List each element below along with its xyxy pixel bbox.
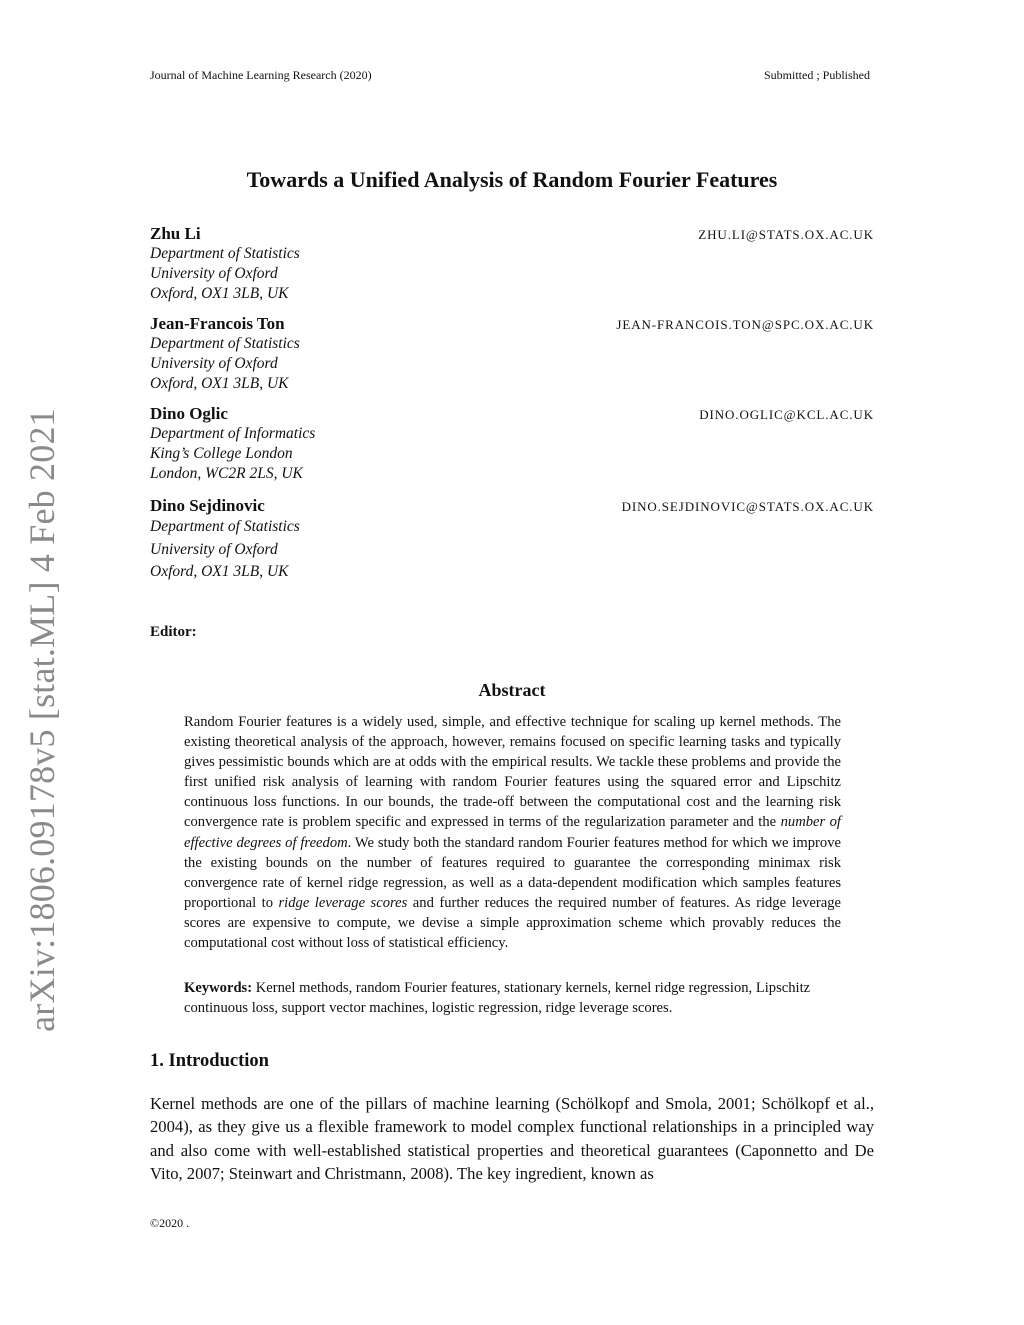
author-address: Oxford, OX1 3LB, UK (150, 563, 289, 580)
abstract-text (184, 712, 841, 953)
keywords (184, 978, 844, 1018)
author-name: Zhu Li (150, 224, 201, 243)
author-department: Department of Statistics (150, 335, 300, 352)
keywords-label: Keywords: (184, 980, 253, 996)
author-department: Department of Statistics (150, 245, 300, 262)
author-name: Dino Oglic (150, 404, 228, 423)
intro-paragraph: Kernel methods are one of the pillars of machine learning (Schölkopf and Smola, 2001; Schölkopf et al., 2004), as they give us a flexible framework to model complex functional relationships in a principled way and also come with well-established statistical properties and theoretical guarantees (Caponnetto and De Vito, 2007; Steinwart and Christmann, 2008). The key ingredient, known as (150, 1094, 874, 1183)
author-email[interactable]: JEAN-FRANCOIS.TON@SPC.OX.AC.UK (616, 317, 874, 332)
author-institution: University of Oxford (150, 540, 278, 558)
abstract-part-1: Random Fourier features is a widely used, simple, and effective technique for scaling up kernel methods. The existing theoretical analysis of the approach, however, remains focused on specific learning tasks and typically gives pessimistic bounds which are at odds with the empirical results. We tackle these problems and provide the first unified risk analysis of learning with random Fourier features using the squared error and Lipschitz continuous loss functions. In our bounds, the trade-off between the computational cost and the learning risk convergence rate is problem specific and expressed in terms of the regularization parameter and the (184, 714, 841, 831)
author-department: Department of Informatics (150, 425, 316, 442)
author-institution: University of Oxford (150, 355, 278, 372)
arxiv-identifier[interactable]: arXiv:1806.09178v5 [stat.ML] 4 Feb 2021 (22, 408, 62, 1032)
abstract-heading: Abstract (478, 680, 546, 700)
author-institution: University of Oxford (150, 265, 278, 282)
abstract-part-3: and further reduces the required number of features. As ridge leverage scores are expensive to compute, we devise a simple approximation scheme which provably reduces the computational cost without loss of statistical efficiency. (184, 894, 841, 952)
paper-title: Towards a Unified Analysis of Random Fourier Features (246, 167, 778, 192)
author-name: Dino Sejdinovic (150, 496, 265, 515)
author-address: London, WC2R 2LS, UK (150, 465, 303, 482)
author-email[interactable]: DINO.OGLIC@KCL.AC.UK (699, 407, 874, 422)
editor-label: Editor: (150, 624, 197, 640)
section-heading: 1. Introduction (150, 1051, 269, 1071)
abstract-part-2: . We study both the standard random Fourier features method for which we improve the existing bounds on the number of features required to guarantee the corresponding minimax risk convergence rate of kernel ridge regression, as well as a data-dependent modification which samples features proportional to (184, 834, 841, 911)
abstract-emphasis-rls: ridge leverage scores (278, 894, 408, 911)
author-block (150, 404, 874, 484)
author-block (150, 496, 874, 584)
submission-info: Submitted ; Published (763, 68, 870, 82)
journal-header: Journal of Machine Learning Research (2020) (150, 68, 372, 82)
abstract-emphasis-dof: number of effective degrees of freedom (184, 814, 841, 851)
author-name: Jean-Francois Ton (150, 314, 285, 333)
author-institution: King’s College London (150, 445, 293, 462)
keywords-text: Kernel methods, random Fourier features, stationary kernels, kernel ridge regression, Lipschitz continuous loss, support vector machines, logistic regression, ridge leverage scores. (184, 980, 811, 1017)
author-address: Oxford, OX1 3LB, UK (150, 375, 289, 392)
author-email[interactable]: DINO.SEJDINOVIC@STATS.OX.AC.UK (621, 499, 874, 514)
author-block (150, 314, 874, 394)
author-address: Oxford, OX1 3LB, UK (150, 285, 289, 302)
author-block (150, 224, 874, 304)
author-department: Department of Statistics (150, 518, 300, 535)
author-email[interactable]: ZHU.LI@STATS.OX.AC.UK (698, 227, 874, 242)
copyright-footer: ©2020 . (150, 1216, 190, 1230)
